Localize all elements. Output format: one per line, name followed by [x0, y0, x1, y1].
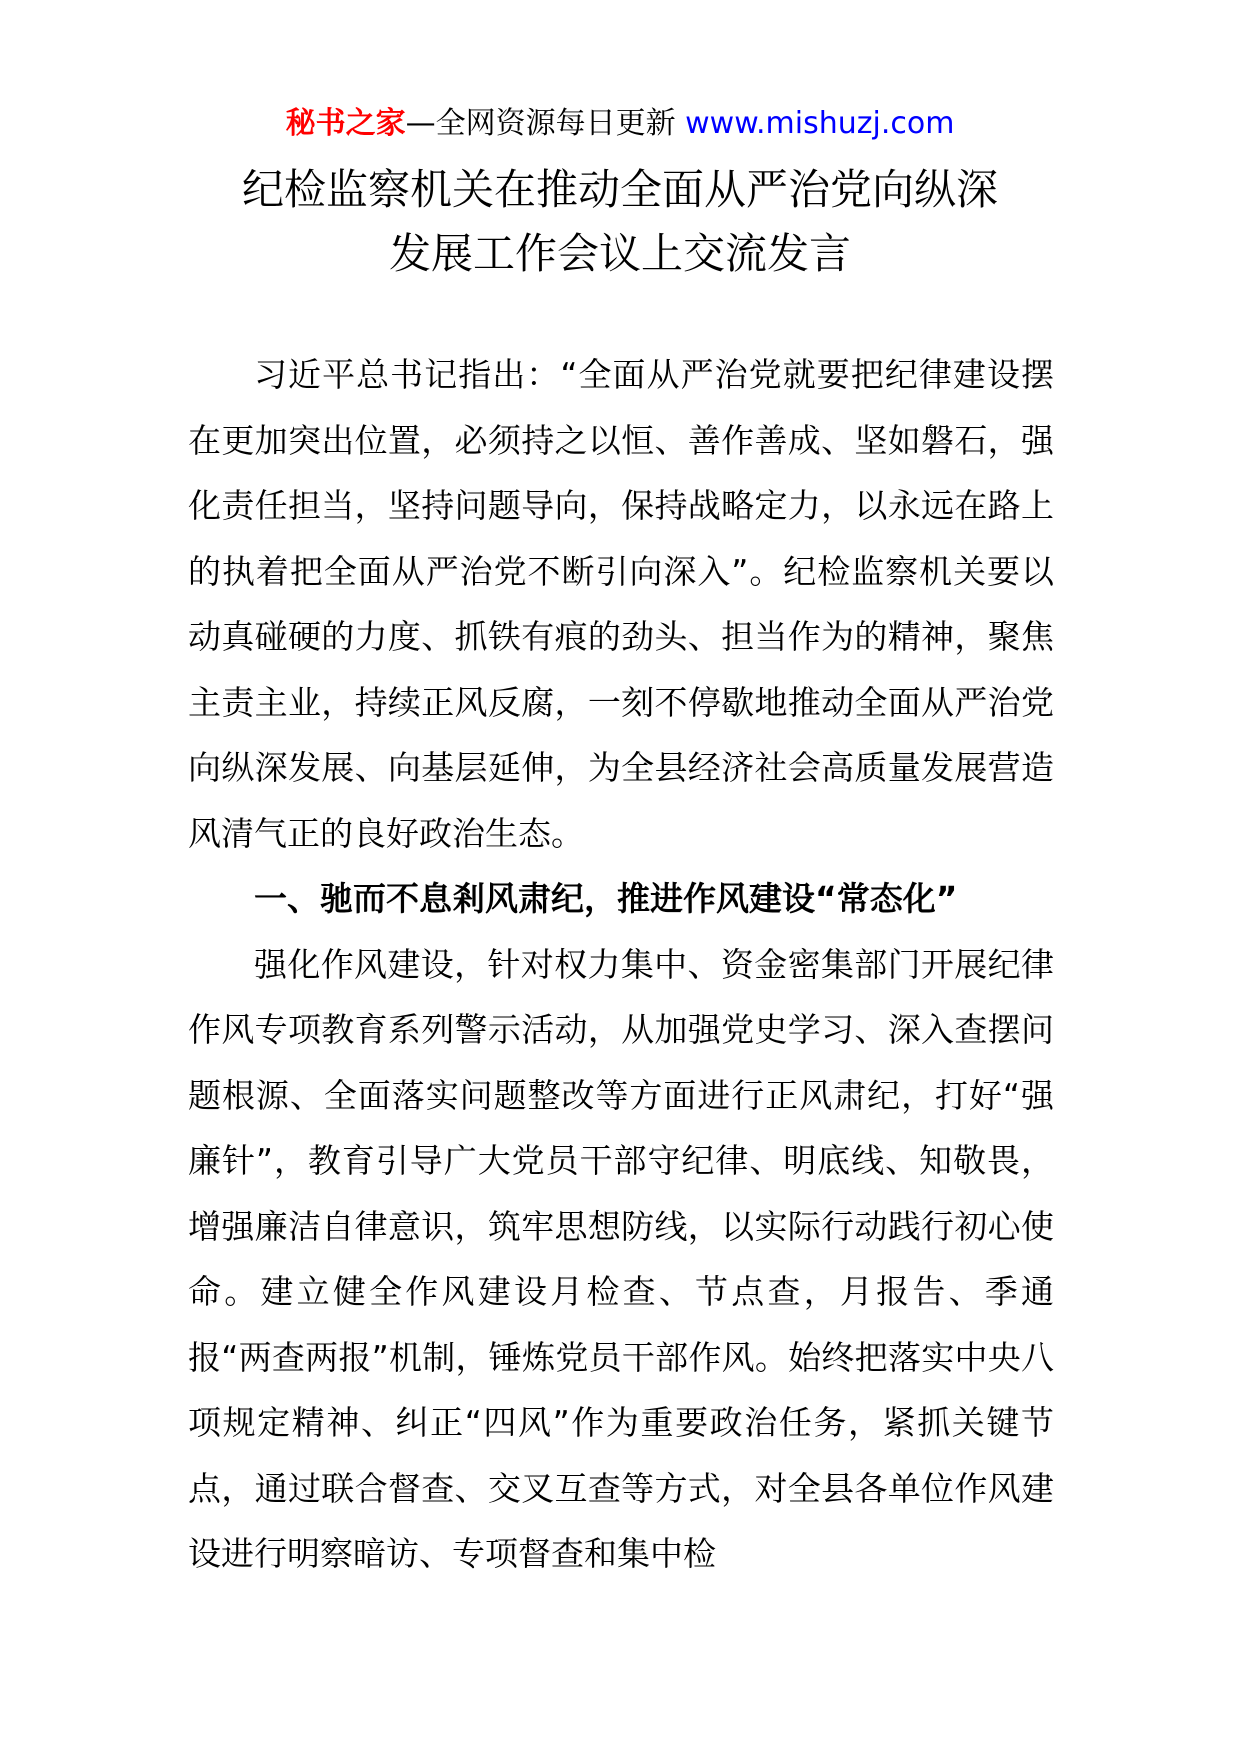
site-url-link[interactable]: www.mishuzj.com — [685, 106, 955, 141]
title-line-2: 发展工作会议上交流发言 — [388, 229, 851, 278]
paragraph-intro: 习近平总书记指出：“全面从严治党就要把纪律建设摆在更加突出位置，必须持之以恒、善作善成、坚如磐石，强化责任担当，坚持问题导向，保持战略定力，以永远在路上的执着把全面从严治党不断引向深入”。纪检监察机关要以动真碰硬的力度、抓铁有痕的劲头、担当作为的精神，聚焦主责主业，持续正风反腐，一刻不停歇地推动全面从严治党向纵深发展、向基层延伸，为全县经济社会高质量发展营造风清气正的良好政治生态。 — [188, 355, 1054, 853]
site-tagline: —全网资源每日更新 — [405, 106, 676, 141]
title-line-1: 纪检监察机关在推动全面从严治党向纵深 — [241, 165, 998, 214]
paragraph-section-1: 强化作风建设，针对权力集中、资金密集部门开展纪律作风专项教育系列警示活动，从加强党史学习、深入查摆问题根源、全面落实问题整改等方面进行正风肃纪，打好“强廉针”，教育引导广大党员干部守纪律、明底线、知敬畏，增强廉洁自律意识，筑牢思想防线，以实际行动践行初心使命。建立健全作风建设月检查、节点查，月报告、季通报“两查两报”机制，锤炼党员干部作风。始终把落实中央八项规定精神、纠正“四风”作为重要政治任务，紧抓关键节点，通过联合督查、交叉互查等方式，对全县各单位作风建设进行明察暗访、专项督查和集中检 — [188, 944, 1054, 1573]
document-body — [188, 342, 1054, 1587]
site-brand: 秘书之家 — [285, 106, 406, 141]
document-title — [150, 158, 1090, 286]
site-header — [0, 102, 1240, 146]
section-heading-1: 一、驰而不息剎风肃纪，推进作风建设“常态化” — [254, 879, 958, 918]
